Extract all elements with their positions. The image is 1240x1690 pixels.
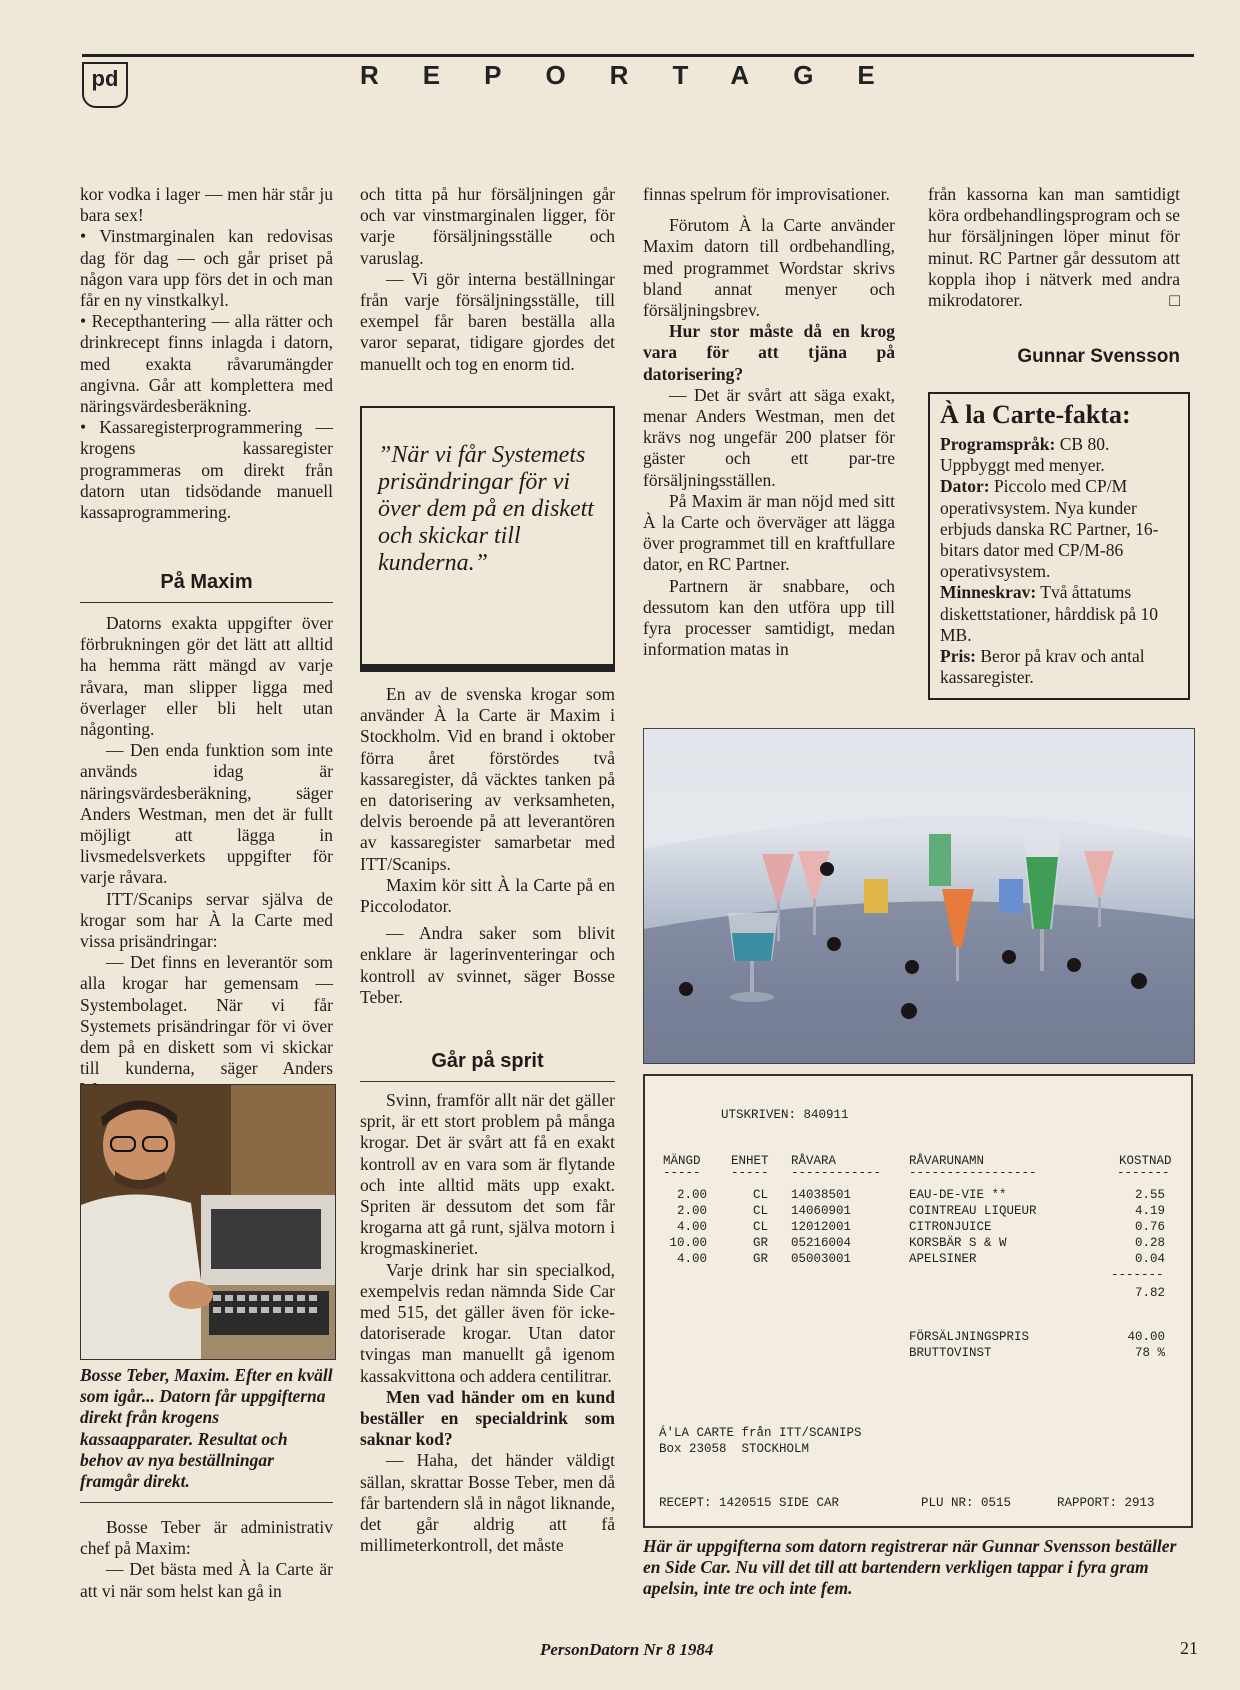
- fact-label: Dator:: [940, 476, 990, 497]
- col1-para: — Den enda funktion som inte används idag är näringsvärdesberäkning, säger Anders Westman, men det är fullt möjligt att lägga in livsmedelsverkets uppgifter för varje råvara.: [80, 740, 333, 888]
- row-name: CITRONJUICE: [909, 1220, 992, 1234]
- col1-para: — Det bästa med À la Carte är att vi när som helst kan gå in: [80, 1559, 333, 1601]
- row-unit: GR: [753, 1236, 769, 1250]
- col2-para: — Vi gör interna beställningar från varje försäljningsställe, till exempel får baren beställa alla varor separat, tidigare gjordes det manuellt och tog en enorm tid.: [360, 268, 615, 374]
- printout-date: UTSKRIVEN: 840911: [721, 1108, 849, 1122]
- col1-bullet: • Vinstmarginalen kan redovisas dag för dag — och går priset på någon vara upp förs det in och man får en ny vinstkalkyl.: [80, 226, 333, 311]
- cocktail-glasses-photo: [643, 728, 1195, 1064]
- col3-para: Förutom À la Carte använder Maxim datorn till ordbehandling, med programmet Wordstar skrivs bland annat menyer och försäljningsbrev.: [643, 215, 895, 321]
- column-1-body: [80, 613, 333, 1101]
- row-qty: 4.00: [676, 1252, 707, 1266]
- fact-box: [928, 392, 1190, 700]
- divider: [80, 1502, 333, 1503]
- row-name: APELSINER: [909, 1252, 977, 1266]
- interview-question: Men vad händer om en kund beställer en specialdrink som saknar kod?: [360, 1386, 615, 1450]
- fact-text: Beror på krav och antal kassaregister.: [940, 646, 1145, 688]
- fact-label: Pris:: [940, 646, 976, 667]
- sum-rule: -------: [1111, 1268, 1164, 1282]
- row-code: 05216004: [791, 1236, 852, 1250]
- column-2-end: [360, 1090, 615, 1556]
- col1-para: ITT/Scanips servar själva de krogar som har À la Carte med vissa prisändringar:: [80, 888, 333, 952]
- subheading-pa-maxim: På Maxim: [160, 571, 253, 593]
- col-underline: -----: [663, 1166, 701, 1180]
- col1-bullet: • Recepthantering — alla rätter och drinkrecept finns inlagda i datorn, med exakta råvarumängder angivna. Går att komplettera med näringsvärdesberäkning.: [80, 311, 333, 417]
- header-rule: [82, 54, 1194, 57]
- report-number: RAPPORT: 2913: [1057, 1496, 1155, 1510]
- col2-para: Maxim kör sitt À la Carte på en Piccolodator.: [360, 874, 615, 917]
- col2-para: Svinn, framför allt när det gäller sprit, är ett stort problem på många krogar. Det är svårt att få en exakt kontroll av en vara som är flytande och inte alltid mäts upp exakt. Spriten är dessutom det som får krogarna att gå runt, själva motorn i krogmaskineriet.: [360, 1090, 615, 1259]
- fact-text: Piccolo med CP/M operativsystem. Nya kunder erbjuds danska RC Partner, 16-bitars dator med CP/M-86 operativsystem.: [940, 476, 1159, 582]
- row-code: 05003001: [791, 1252, 852, 1266]
- row-name: COINTREAU LIQUEUR: [909, 1204, 1037, 1218]
- fact-text: CB 80. Uppbyggt med menyer.: [940, 434, 1110, 476]
- col-underline: ------------: [791, 1166, 882, 1180]
- section-title: REPORTAGE: [360, 60, 919, 90]
- column-3: [643, 184, 895, 660]
- col4-text: från kassorna kan man samtidigt köra ordbehandlingsprogram och se hur försäljningen löper minut för minut. RC Partner går dessutom att koppla ihop i nätverk med andra mikrodatorer.: [928, 184, 1180, 311]
- photo-caption: Bosse Teber, Maxim. Efter en kväll som igår... Datorn får uppgifterna direkt från krogens kassaapparater. Resultat och behov av nya beställningar framgår direkt.: [80, 1365, 333, 1492]
- row-cost: 2.55: [1134, 1188, 1165, 1202]
- fact-item: [940, 434, 1180, 476]
- col3-para: På Maxim är man nöjd med sitt À la Carte och överväger att lägga över programmet till en kraftfullare dator, en RC Partner.: [643, 490, 895, 575]
- col2-para: — Haha, det händer väldigt sällan, skrattar Bosse Teber, men då får bartendern slå in något liknande, det går aldrig att få millimeterkontroll, det måste: [360, 1450, 615, 1556]
- col2-para: och titta på hur försäljningen går och var vinstmarginalen ligger, för varje försäljningsställe och varuslag.: [360, 184, 615, 268]
- interview-question: Hur stor måste då en krog vara för att tjäna på datorisering?: [643, 321, 895, 384]
- row-code: 12012001: [791, 1220, 852, 1234]
- vendor-address: Á'LA CARTE från ITT/SCANIPS: [659, 1426, 862, 1440]
- divider: [360, 1081, 615, 1082]
- col1-bullet: • Kassaregisterprogrammering — krogens kassaregister programmeras om direkt från datorn utan tidsödande manuell kassaprogrammering.: [80, 417, 333, 523]
- column-2: [360, 184, 615, 375]
- column-1: [80, 184, 333, 523]
- fact-item: [940, 582, 1180, 646]
- row-unit: CL: [753, 1188, 769, 1202]
- fact-text: Två åttatums diskettstationer, hårddisk på 10 MB.: [940, 582, 1159, 645]
- row-cost: 0.28: [1134, 1236, 1165, 1250]
- row-code: 14060901: [791, 1204, 852, 1218]
- recipe-code: RECEPT: 1420515 SIDE CAR: [659, 1496, 840, 1510]
- col-header: KOSTNAD: [1119, 1154, 1172, 1168]
- fact-item: [940, 476, 1180, 582]
- magazine-logo: pd: [82, 62, 128, 108]
- magazine-footer: PersonDatorn Nr 8 1984: [540, 1640, 714, 1659]
- row-code: 14038501: [791, 1188, 852, 1202]
- plu-number: PLU NR: 0515: [921, 1496, 1012, 1510]
- profit-label: BRUTTOVINST: [909, 1346, 992, 1360]
- divider: [80, 602, 333, 603]
- col1-para: — Det finns en leverantör som alla krogar har gemensam — Systembolaget. När vi får Systemets prisändringar för vi över dem på en diskett som vi skickar till kunderna, säger Anders: [80, 952, 333, 1079]
- fact-box-title: À la Carte-fakta:: [940, 400, 1131, 429]
- row-cost: 0.76: [1134, 1220, 1165, 1234]
- col2-para: Varje drink har sin specialkod, exempelvis redan nämnda Side Car med 515, det gäller även för icke-datoriserade krogar. Utan dator tvingas man manuellt gå igenom kassakvittona och addera centilitrar.: [360, 1259, 615, 1386]
- row-name: EAU-DE-VIE **: [909, 1188, 1007, 1202]
- col-header: RÅVARA: [791, 1154, 837, 1168]
- printout-caption: Här är uppgifterna som datorn registrerar när Gunnar Svensson beställer en Side Car. Nu vill det till att bartendern verkligen tappar i fyra gram apelsin, inte tre och inte fem.: [643, 1536, 1177, 1599]
- col1-para: kor vodka i lager — men här står ju bara sex!: [80, 184, 333, 226]
- col4-para: [928, 184, 1180, 311]
- total-cost: 7.82: [1134, 1286, 1165, 1300]
- row-cost: 4.19: [1134, 1204, 1165, 1218]
- row-unit: CL: [753, 1220, 769, 1234]
- row-name: KORSBÄR S & W: [909, 1236, 1007, 1250]
- column-4: [928, 184, 1180, 311]
- col1-para: Bosse Teber är administrativ chef på Maxim:: [80, 1517, 333, 1559]
- price-value: 40.00: [1127, 1330, 1165, 1344]
- fact-item: [940, 646, 1180, 688]
- vendor-address: Box 23058 STOCKHOLM: [659, 1442, 810, 1456]
- col-underline: -----: [731, 1166, 769, 1180]
- row-qty: 2.00: [676, 1188, 707, 1202]
- col-underline: -------: [1117, 1166, 1170, 1180]
- col-header: MÄNGD: [663, 1154, 701, 1168]
- page-number: 21: [1180, 1638, 1198, 1658]
- column-2-body: [360, 684, 615, 1008]
- col3-para: finnas spelrum för improvisationer.: [643, 184, 890, 204]
- row-qty: 2.00: [676, 1204, 707, 1218]
- author-byline: Gunnar Svensson: [1017, 346, 1180, 367]
- fact-label: Minneskrav:: [940, 582, 1037, 603]
- col-header: ENHET: [731, 1154, 769, 1168]
- row-qty: 10.00: [669, 1236, 707, 1250]
- subheading-gar-pa-sprit: Går på sprit: [431, 1050, 544, 1072]
- end-mark: □: [1169, 290, 1180, 311]
- col2-para: — Andra saker som blivit enklare är lagerinventeringar och kontroll av svinnet, säger Bosse Teber.: [360, 923, 615, 1007]
- col3-para: Partnern är snabbare, och dessutom kan den utföra upp till fyra processer samtidigt, medan information matas in: [643, 575, 895, 660]
- column-1-end: [80, 1517, 333, 1602]
- row-unit: GR: [753, 1252, 769, 1266]
- row-cost: 0.04: [1134, 1252, 1165, 1266]
- col-underline: -----------------: [909, 1166, 1037, 1180]
- profit-value: 78 %: [1134, 1346, 1165, 1360]
- row-qty: 4.00: [676, 1220, 707, 1234]
- recipe-printout: [643, 1074, 1193, 1528]
- col2-para: En av de svenska krogar som använder À la Carte är Maxim i Stockholm. Vid en brand i oktober förra året förstördes två kassaregister, då väcktes tanken på en datorisering av verksamheten, delvis beroende på att leverantören av kassaregister samarbetar med ITT/Scanips.: [360, 684, 615, 874]
- col-header: RÅVARUNAMN: [909, 1154, 985, 1168]
- pull-quote: ”När vi får Systemets prisändringar för vi över dem på en diskett och skickar till kunderna.”: [360, 406, 615, 672]
- col3-para: — Det är svårt att säga exakt, menar Anders Westman, men det krävs nog ungefär 200 platser för gäster och ett par-tre försäljningsställen.: [643, 384, 895, 490]
- col1-para: Datorns exakta uppgifter över förbrukningen gör det lätt att alltid ha hemma rätt mängd av varje råvara, man slipper ligga med överlager eller bli helt utan någonting.: [80, 613, 333, 740]
- photo-bosse-teber: [80, 1084, 336, 1360]
- price-label: FÖRSÄLJNINGSPRIS: [909, 1330, 1030, 1344]
- row-unit: CL: [753, 1204, 769, 1218]
- fact-label: Programspråk:: [940, 434, 1056, 454]
